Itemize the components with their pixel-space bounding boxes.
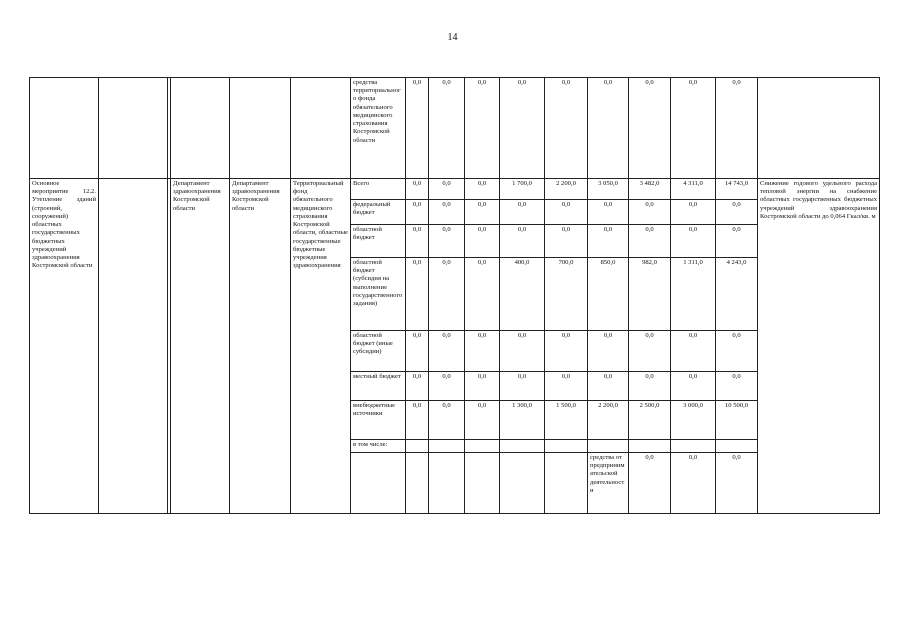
table-row: внебюджетные источники 0,0 0,0 0,0 1 300,0 1 500,0 2 200,0 2 500,0 3 000,0 10 500,0: [30, 401, 880, 440]
table-row: областной бюджет (иные субсидии) 0,0 0,0 0,0 0,0 0,0 0,0 0,0 0,0 0,0: [30, 331, 880, 372]
funding-source-cell: в том числе:: [351, 440, 406, 453]
table-row: средства территориального фонда обязательного медицинского страхования Костромской области 0,0 0,0 0,0 0,0 0,0 0,0 0,0 0,0 0,0: [30, 78, 880, 179]
executor-cell: Департамент здравоохранения Костромской области: [171, 179, 230, 514]
page-number: 14: [447, 32, 458, 43]
funding-source-cell: средства от предпринимательской деятельности: [588, 453, 629, 514]
funding-source-cell: областной бюджет (иные субсидии): [351, 331, 406, 372]
funding-source-cell: Всего: [351, 179, 406, 200]
funding-source-cell: областной бюджет: [351, 225, 406, 258]
table-row: областной бюджет (субсидия на выполнение государственного задания) 0,0 0,0 0,0 400,0 700,0 850,0 982,0 1 311,0 4 243,0: [30, 258, 880, 331]
table-row: Основное мероприятие 12.2. Утепление зданий (строений, сооружений) областных государственных бюджетных учреждений здравоохранения Костромской области Департамент здравоохранения Костромской области Департамент здравоохранения Костромской области Территориальный фонд обязательного медицинского страхования Костромской области, областные государственные бюджетные учреждения здравоохранения Всего 0,0 0,0 0,0 1 700,0 2 200,0 3 050,0 3 482,0 4 311,0 14 743,0 Снижение годового удельного расхода тепловой энергии на снабжение областных государственных бюджетных учреждений здравоохранения Костромской области до 0,064 Гкал/кв. м: [30, 179, 880, 200]
funding-source-cell: областной бюджет (субсидия на выполнение государственного задания): [351, 258, 406, 331]
table-row: местный бюджет 0,0 0,0 0,0 0,0 0,0 0,0 0,0 0,0 0,0: [30, 372, 880, 401]
table-row: средства от предпринимательской деятельности 0,0 0,0 0,0: [30, 453, 880, 514]
participants-cell: Территориальный фонд обязательного медицинского страхования Костромской области, областные государственные бюджетные учреждения здравоохранения: [291, 179, 351, 514]
result-cell: Снижение годового удельного расхода тепловой энергии на снабжение областных государственных бюджетных учреждений здравоохранения Костромской области до 0,064 Гкал/кв. м: [758, 179, 880, 514]
table-row: областной бюджет 0,0 0,0 0,0 0,0 0,0 0,0 0,0 0,0 0,0: [30, 225, 880, 258]
measure-name-cell: Основное мероприятие 12.2. Утепление зданий (строений, сооружений) областных государственных бюджетных учреждений здравоохранения Костромской области: [30, 179, 99, 514]
coexecutor-cell: Департамент здравоохранения Костромской области: [230, 179, 291, 514]
table-row: федеральный бюджет 0,0 0,0 0,0 0,0 0,0 0,0 0,0 0,0 0,0: [30, 200, 880, 225]
funding-source-cell: средства территориального фонда обязательного медицинского страхования Костромской области: [351, 78, 406, 179]
funding-source-cell: местный бюджет: [351, 372, 406, 401]
funding-source-cell: федеральный бюджет: [351, 200, 406, 225]
funding-table: [29, 77, 880, 514]
funding-source-cell: внебюджетные источники: [351, 401, 406, 440]
